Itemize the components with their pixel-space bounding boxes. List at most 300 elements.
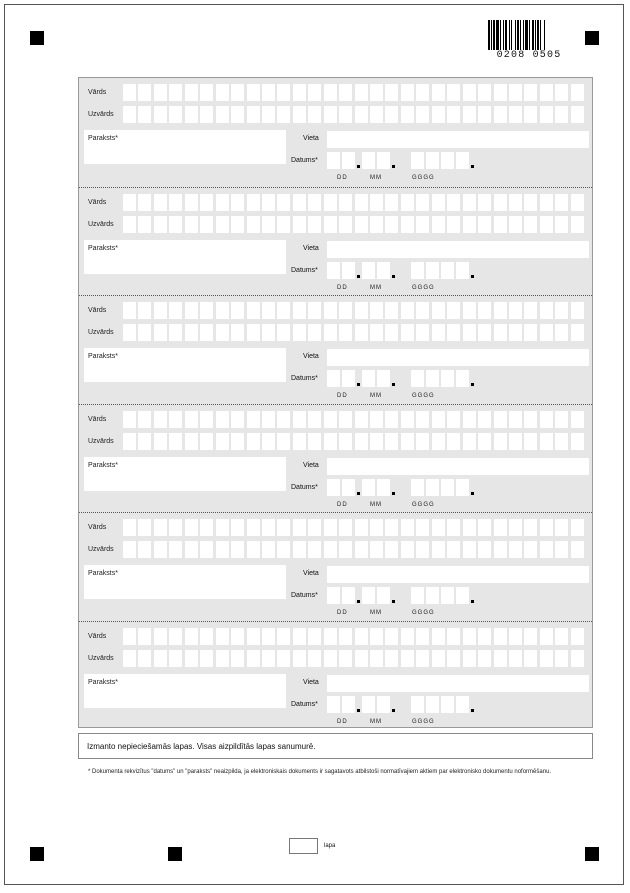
char-cell[interactable]	[463, 519, 476, 536]
char-cell[interactable]	[355, 84, 368, 101]
date-digit-cell[interactable]	[362, 152, 375, 169]
char-cell[interactable]	[262, 541, 275, 558]
char-cell[interactable]	[447, 411, 460, 428]
char-cell[interactable]	[231, 519, 244, 536]
char-cell[interactable]	[509, 84, 522, 101]
char-cell[interactable]	[216, 541, 229, 558]
char-cell[interactable]	[138, 302, 151, 319]
char-cell[interactable]	[494, 411, 507, 428]
char-cell[interactable]	[370, 628, 383, 645]
char-cell[interactable]	[277, 411, 290, 428]
char-cell[interactable]	[138, 106, 151, 123]
char-cell[interactable]	[509, 650, 522, 667]
char-cell[interactable]	[555, 628, 568, 645]
char-cell[interactable]	[154, 324, 167, 341]
char-cell[interactable]	[123, 411, 136, 428]
date-digit-cell[interactable]	[377, 696, 390, 713]
char-cell[interactable]	[277, 541, 290, 558]
char-cell[interactable]	[169, 411, 182, 428]
char-cell[interactable]	[432, 519, 445, 536]
char-cell[interactable]	[447, 324, 460, 341]
char-cell[interactable]	[540, 84, 553, 101]
char-cell[interactable]	[478, 194, 491, 211]
char-cell[interactable]	[324, 541, 337, 558]
char-cell[interactable]	[370, 411, 383, 428]
char-cell[interactable]	[524, 194, 537, 211]
char-cell[interactable]	[524, 216, 537, 233]
char-cell[interactable]	[401, 84, 414, 101]
char-cell[interactable]	[154, 216, 167, 233]
date-digit-cell[interactable]	[362, 262, 375, 279]
char-cell[interactable]	[277, 106, 290, 123]
char-cell[interactable]	[324, 650, 337, 667]
char-cell[interactable]	[185, 84, 198, 101]
char-cell[interactable]	[277, 194, 290, 211]
char-cell[interactable]	[123, 84, 136, 101]
date-digit-cell[interactable]	[441, 262, 454, 279]
date-digit-cell[interactable]	[327, 152, 340, 169]
vieta-input[interactable]	[327, 458, 589, 475]
char-cell[interactable]	[262, 216, 275, 233]
char-cell[interactable]	[494, 106, 507, 123]
char-cell[interactable]	[200, 106, 213, 123]
char-cell[interactable]	[524, 433, 537, 450]
char-cell[interactable]	[308, 216, 321, 233]
char-cell[interactable]	[154, 541, 167, 558]
char-cell[interactable]	[494, 433, 507, 450]
char-cell[interactable]	[385, 302, 398, 319]
char-cell[interactable]	[262, 628, 275, 645]
char-cell[interactable]	[293, 324, 306, 341]
date-digit-cell[interactable]	[342, 152, 355, 169]
char-cell[interactable]	[247, 628, 260, 645]
uzvards-input[interactable]	[123, 216, 586, 233]
char-cell[interactable]	[216, 84, 229, 101]
char-cell[interactable]	[308, 519, 321, 536]
char-cell[interactable]	[169, 628, 182, 645]
char-cell[interactable]	[262, 650, 275, 667]
char-cell[interactable]	[138, 519, 151, 536]
char-cell[interactable]	[138, 216, 151, 233]
char-cell[interactable]	[216, 302, 229, 319]
date-digit-cell[interactable]	[362, 587, 375, 604]
char-cell[interactable]	[138, 628, 151, 645]
paraksts-field[interactable]	[84, 348, 286, 382]
char-cell[interactable]	[169, 194, 182, 211]
char-cell[interactable]	[447, 106, 460, 123]
char-cell[interactable]	[247, 650, 260, 667]
char-cell[interactable]	[540, 302, 553, 319]
char-cell[interactable]	[540, 216, 553, 233]
char-cell[interactable]	[432, 628, 445, 645]
char-cell[interactable]	[463, 302, 476, 319]
char-cell[interactable]	[216, 628, 229, 645]
char-cell[interactable]	[339, 541, 352, 558]
char-cell[interactable]	[401, 302, 414, 319]
char-cell[interactable]	[447, 216, 460, 233]
date-digit-cell[interactable]	[456, 262, 469, 279]
char-cell[interactable]	[200, 194, 213, 211]
uzvards-input[interactable]	[123, 541, 586, 558]
char-cell[interactable]	[200, 411, 213, 428]
char-cell[interactable]	[231, 216, 244, 233]
date-digit-cell[interactable]	[411, 479, 424, 496]
char-cell[interactable]	[370, 302, 383, 319]
date-digit-cell[interactable]	[362, 479, 375, 496]
char-cell[interactable]	[540, 433, 553, 450]
date-digit-cell[interactable]	[426, 587, 439, 604]
char-cell[interactable]	[355, 541, 368, 558]
char-cell[interactable]	[447, 541, 460, 558]
char-cell[interactable]	[370, 106, 383, 123]
uzvards-input[interactable]	[123, 650, 586, 667]
char-cell[interactable]	[339, 324, 352, 341]
char-cell[interactable]	[571, 628, 584, 645]
char-cell[interactable]	[216, 519, 229, 536]
char-cell[interactable]	[494, 519, 507, 536]
char-cell[interactable]	[169, 433, 182, 450]
char-cell[interactable]	[277, 628, 290, 645]
char-cell[interactable]	[324, 84, 337, 101]
date-digit-cell[interactable]	[377, 262, 390, 279]
char-cell[interactable]	[154, 106, 167, 123]
char-cell[interactable]	[185, 650, 198, 667]
char-cell[interactable]	[385, 106, 398, 123]
char-cell[interactable]	[494, 650, 507, 667]
char-cell[interactable]	[524, 302, 537, 319]
char-cell[interactable]	[432, 84, 445, 101]
char-cell[interactable]	[169, 324, 182, 341]
date-digit-cell[interactable]	[377, 370, 390, 387]
char-cell[interactable]	[123, 650, 136, 667]
char-cell[interactable]	[169, 302, 182, 319]
char-cell[interactable]	[463, 324, 476, 341]
char-cell[interactable]	[385, 433, 398, 450]
char-cell[interactable]	[555, 519, 568, 536]
char-cell[interactable]	[324, 628, 337, 645]
char-cell[interactable]	[509, 541, 522, 558]
date-digit-cell[interactable]	[327, 587, 340, 604]
char-cell[interactable]	[123, 216, 136, 233]
char-cell[interactable]	[447, 84, 460, 101]
char-cell[interactable]	[370, 433, 383, 450]
date-digit-cell[interactable]	[327, 696, 340, 713]
char-cell[interactable]	[339, 433, 352, 450]
date-digit-cell[interactable]	[342, 370, 355, 387]
paraksts-field[interactable]	[84, 130, 286, 164]
char-cell[interactable]	[370, 519, 383, 536]
char-cell[interactable]	[524, 411, 537, 428]
char-cell[interactable]	[169, 519, 182, 536]
char-cell[interactable]	[200, 628, 213, 645]
char-cell[interactable]	[432, 216, 445, 233]
char-cell[interactable]	[463, 84, 476, 101]
char-cell[interactable]	[123, 302, 136, 319]
char-cell[interactable]	[355, 194, 368, 211]
char-cell[interactable]	[555, 411, 568, 428]
char-cell[interactable]	[277, 324, 290, 341]
char-cell[interactable]	[339, 650, 352, 667]
char-cell[interactable]	[138, 324, 151, 341]
char-cell[interactable]	[231, 650, 244, 667]
char-cell[interactable]	[123, 324, 136, 341]
char-cell[interactable]	[247, 411, 260, 428]
char-cell[interactable]	[385, 650, 398, 667]
char-cell[interactable]	[200, 216, 213, 233]
char-cell[interactable]	[355, 106, 368, 123]
char-cell[interactable]	[138, 411, 151, 428]
char-cell[interactable]	[308, 541, 321, 558]
char-cell[interactable]	[385, 84, 398, 101]
vieta-input[interactable]	[327, 566, 589, 583]
char-cell[interactable]	[524, 628, 537, 645]
char-cell[interactable]	[277, 650, 290, 667]
char-cell[interactable]	[247, 216, 260, 233]
char-cell[interactable]	[138, 84, 151, 101]
char-cell[interactable]	[308, 324, 321, 341]
char-cell[interactable]	[293, 411, 306, 428]
vieta-input[interactable]	[327, 675, 589, 692]
char-cell[interactable]	[123, 194, 136, 211]
char-cell[interactable]	[185, 628, 198, 645]
char-cell[interactable]	[540, 324, 553, 341]
date-digit-cell[interactable]	[411, 262, 424, 279]
date-digit-cell[interactable]	[362, 696, 375, 713]
char-cell[interactable]	[339, 194, 352, 211]
date-digit-cell[interactable]	[411, 370, 424, 387]
date-digit-cell[interactable]	[342, 479, 355, 496]
paraksts-field[interactable]	[84, 565, 286, 599]
char-cell[interactable]	[571, 216, 584, 233]
date-digit-cell[interactable]	[441, 587, 454, 604]
char-cell[interactable]	[385, 628, 398, 645]
char-cell[interactable]	[216, 194, 229, 211]
char-cell[interactable]	[370, 194, 383, 211]
char-cell[interactable]	[138, 541, 151, 558]
char-cell[interactable]	[463, 216, 476, 233]
char-cell[interactable]	[154, 650, 167, 667]
char-cell[interactable]	[416, 650, 429, 667]
char-cell[interactable]	[447, 302, 460, 319]
char-cell[interactable]	[308, 106, 321, 123]
char-cell[interactable]	[571, 324, 584, 341]
char-cell[interactable]	[277, 84, 290, 101]
char-cell[interactable]	[123, 519, 136, 536]
char-cell[interactable]	[463, 541, 476, 558]
date-digit-cell[interactable]	[411, 587, 424, 604]
char-cell[interactable]	[185, 433, 198, 450]
char-cell[interactable]	[571, 411, 584, 428]
char-cell[interactable]	[231, 628, 244, 645]
char-cell[interactable]	[293, 628, 306, 645]
char-cell[interactable]	[509, 433, 522, 450]
char-cell[interactable]	[494, 541, 507, 558]
date-digit-cell[interactable]	[456, 479, 469, 496]
char-cell[interactable]	[308, 628, 321, 645]
date-digit-cell[interactable]	[426, 152, 439, 169]
char-cell[interactable]	[308, 84, 321, 101]
char-cell[interactable]	[447, 628, 460, 645]
char-cell[interactable]	[463, 411, 476, 428]
char-cell[interactable]	[370, 216, 383, 233]
char-cell[interactable]	[169, 106, 182, 123]
uzvards-input[interactable]	[123, 106, 586, 123]
char-cell[interactable]	[416, 411, 429, 428]
char-cell[interactable]	[262, 433, 275, 450]
date-digit-cell[interactable]	[456, 587, 469, 604]
char-cell[interactable]	[478, 84, 491, 101]
char-cell[interactable]	[185, 411, 198, 428]
vards-input[interactable]	[123, 519, 586, 536]
char-cell[interactable]	[571, 433, 584, 450]
char-cell[interactable]	[401, 194, 414, 211]
char-cell[interactable]	[169, 216, 182, 233]
char-cell[interactable]	[123, 106, 136, 123]
char-cell[interactable]	[540, 106, 553, 123]
char-cell[interactable]	[308, 302, 321, 319]
char-cell[interactable]	[432, 302, 445, 319]
char-cell[interactable]	[416, 216, 429, 233]
char-cell[interactable]	[308, 411, 321, 428]
char-cell[interactable]	[432, 324, 445, 341]
char-cell[interactable]	[200, 541, 213, 558]
date-digit-cell[interactable]	[456, 152, 469, 169]
char-cell[interactable]	[494, 324, 507, 341]
char-cell[interactable]	[277, 302, 290, 319]
char-cell[interactable]	[293, 433, 306, 450]
char-cell[interactable]	[185, 216, 198, 233]
char-cell[interactable]	[324, 216, 337, 233]
char-cell[interactable]	[185, 106, 198, 123]
char-cell[interactable]	[247, 194, 260, 211]
char-cell[interactable]	[169, 650, 182, 667]
char-cell[interactable]	[231, 302, 244, 319]
char-cell[interactable]	[231, 411, 244, 428]
char-cell[interactable]	[509, 216, 522, 233]
char-cell[interactable]	[262, 324, 275, 341]
char-cell[interactable]	[138, 650, 151, 667]
char-cell[interactable]	[355, 433, 368, 450]
char-cell[interactable]	[494, 194, 507, 211]
char-cell[interactable]	[401, 106, 414, 123]
char-cell[interactable]	[478, 411, 491, 428]
char-cell[interactable]	[293, 302, 306, 319]
char-cell[interactable]	[509, 106, 522, 123]
char-cell[interactable]	[416, 194, 429, 211]
char-cell[interactable]	[231, 106, 244, 123]
char-cell[interactable]	[324, 519, 337, 536]
char-cell[interactable]	[432, 650, 445, 667]
char-cell[interactable]	[447, 433, 460, 450]
char-cell[interactable]	[154, 302, 167, 319]
char-cell[interactable]	[540, 411, 553, 428]
char-cell[interactable]	[494, 302, 507, 319]
char-cell[interactable]	[277, 519, 290, 536]
char-cell[interactable]	[200, 302, 213, 319]
char-cell[interactable]	[385, 541, 398, 558]
char-cell[interactable]	[540, 650, 553, 667]
char-cell[interactable]	[416, 302, 429, 319]
uzvards-input[interactable]	[123, 433, 586, 450]
date-digit-cell[interactable]	[342, 262, 355, 279]
char-cell[interactable]	[262, 106, 275, 123]
char-cell[interactable]	[293, 650, 306, 667]
char-cell[interactable]	[509, 302, 522, 319]
char-cell[interactable]	[247, 433, 260, 450]
date-digit-cell[interactable]	[426, 696, 439, 713]
char-cell[interactable]	[524, 541, 537, 558]
char-cell[interactable]	[355, 324, 368, 341]
char-cell[interactable]	[401, 541, 414, 558]
char-cell[interactable]	[123, 433, 136, 450]
date-digit-cell[interactable]	[426, 262, 439, 279]
char-cell[interactable]	[416, 628, 429, 645]
vieta-input[interactable]	[327, 131, 589, 148]
char-cell[interactable]	[571, 84, 584, 101]
char-cell[interactable]	[540, 194, 553, 211]
char-cell[interactable]	[200, 650, 213, 667]
char-cell[interactable]	[370, 324, 383, 341]
vards-input[interactable]	[123, 84, 586, 101]
char-cell[interactable]	[555, 324, 568, 341]
char-cell[interactable]	[200, 433, 213, 450]
date-digit-cell[interactable]	[456, 370, 469, 387]
char-cell[interactable]	[339, 84, 352, 101]
char-cell[interactable]	[524, 519, 537, 536]
char-cell[interactable]	[370, 541, 383, 558]
char-cell[interactable]	[463, 194, 476, 211]
vards-input[interactable]	[123, 302, 586, 319]
char-cell[interactable]	[324, 433, 337, 450]
vieta-input[interactable]	[327, 349, 589, 366]
char-cell[interactable]	[401, 519, 414, 536]
char-cell[interactable]	[385, 411, 398, 428]
char-cell[interactable]	[524, 106, 537, 123]
char-cell[interactable]	[478, 541, 491, 558]
char-cell[interactable]	[216, 106, 229, 123]
char-cell[interactable]	[247, 84, 260, 101]
char-cell[interactable]	[432, 106, 445, 123]
date-digit-cell[interactable]	[327, 370, 340, 387]
char-cell[interactable]	[200, 84, 213, 101]
char-cell[interactable]	[308, 194, 321, 211]
char-cell[interactable]	[401, 216, 414, 233]
char-cell[interactable]	[463, 650, 476, 667]
char-cell[interactable]	[169, 541, 182, 558]
char-cell[interactable]	[432, 541, 445, 558]
char-cell[interactable]	[293, 106, 306, 123]
char-cell[interactable]	[123, 541, 136, 558]
char-cell[interactable]	[293, 519, 306, 536]
char-cell[interactable]	[416, 324, 429, 341]
date-digit-cell[interactable]	[377, 587, 390, 604]
char-cell[interactable]	[463, 433, 476, 450]
char-cell[interactable]	[478, 302, 491, 319]
paraksts-field[interactable]	[84, 240, 286, 274]
char-cell[interactable]	[416, 84, 429, 101]
char-cell[interactable]	[154, 433, 167, 450]
date-digit-cell[interactable]	[426, 479, 439, 496]
char-cell[interactable]	[401, 433, 414, 450]
char-cell[interactable]	[540, 541, 553, 558]
char-cell[interactable]	[385, 324, 398, 341]
vieta-input[interactable]	[327, 241, 589, 258]
char-cell[interactable]	[478, 519, 491, 536]
char-cell[interactable]	[571, 650, 584, 667]
paraksts-field[interactable]	[84, 457, 286, 491]
char-cell[interactable]	[555, 541, 568, 558]
char-cell[interactable]	[540, 628, 553, 645]
